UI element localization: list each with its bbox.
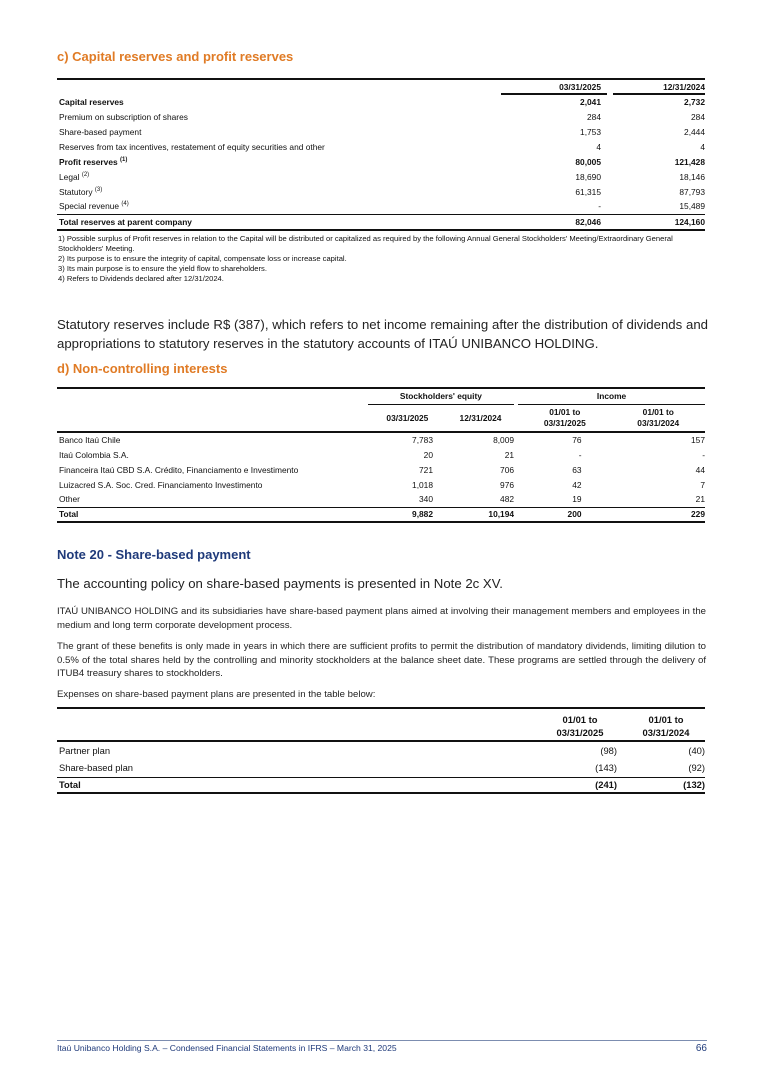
capital-reserves-table [57,78,705,231]
row-label: Luizacred S.A. Soc. Cred. Financiamento Investimento [59,479,263,490]
row-value: 482 [500,494,515,505]
row-label: Capital reserves [59,96,124,107]
statutory-reserves-paragraph: Statutory reserves include R$ (387), which refers to net income remaining after the distribution of dividends and appropriations to statutory reserves in the statutory accounts of ITAÚ UNIBANCO HOLDING. [57,317,708,351]
table-row [57,139,705,154]
column-header: 01/01 to 03/31/2024 [612,404,705,432]
footnote-ref: (3) [94,186,103,193]
row-value: 2,444 [684,126,705,137]
row-value: 87,793 [679,186,705,197]
share-based-payment-table [57,707,705,794]
row-value: 76 [572,435,582,445]
row-label: Reserves from tax incentives, restatement of equity securities and other [59,141,325,152]
table-row [57,184,705,199]
column-header: 03/31/2025 [368,404,447,432]
footnote-ref: (2) [81,171,90,178]
row-value: 1,018 [412,479,433,490]
footer-text: Itaú Unibanco Holding S.A. – Condensed Financial Statements in IFRS – March 31, 2025 [57,1043,397,1053]
row-value: 2,732 [684,97,705,107]
row-value: - [598,201,601,212]
column-header: 12/31/2024 [613,79,705,94]
table-row [57,199,705,214]
row-value: 976 [500,479,515,490]
column-header: 01/01 to 03/31/2025 [533,708,627,741]
row-label: Premium on subscription of shares [59,111,188,122]
row-value: 18,690 [575,171,601,182]
footnote-3: 3) Its main purpose is to ensure the yield flow to shareholders. [58,264,267,273]
note-20-paragraph-1: ITAÚ UNIBANCO HOLDING and its subsidiaries have share-based payment plans aimed at involving their management members and employees in the medium and long term corporate development process. [57,606,706,631]
group-header-income: Income [518,388,705,404]
row-value: 20 [423,449,433,460]
row-value: 284 [587,111,601,122]
table-row [57,94,705,109]
row-value: - [578,449,582,460]
table-row [57,432,705,447]
row-value: 4 [596,141,601,152]
note-20-heading: Note 20 - Share-based payment [57,547,251,562]
row-value: 8,009 [493,435,515,445]
row-label: Share-based plan [59,762,134,774]
row-label: Other [59,494,80,505]
row-value: 42 [572,479,582,490]
section-c-heading: c) Capital reserves and profit reserves [57,49,294,64]
row-value: 21 [504,449,515,460]
table-row [57,447,705,462]
row-label: Legal $^{(2)}$ [59,171,90,182]
note-20-intro: The accounting policy on share-based payments is presented in Note 2c XV. [57,576,503,591]
row-label: Special revenue $^{(4)}$ [59,201,129,212]
table-row-total: Total (241) (132) [57,777,705,793]
table-row [57,741,705,759]
table-row [57,154,705,169]
footer-divider [57,1040,707,1041]
table-row-total: Total reserves at parent company 82,046 124,160 [57,214,705,230]
table-row [57,124,705,139]
row-label: Statutory $^{(3)}$ [59,186,103,197]
column-header: 01/01 to 03/31/2024 [627,708,705,741]
table-row [57,759,705,777]
row-value: 284 [691,111,705,122]
footnote-4: 4) Refers to Dividends declared after 12/31/2024. [58,274,224,283]
row-value: 706 [500,464,515,475]
row-value: 15,489 [679,201,705,212]
footnote-ref: (4) [121,201,129,208]
row-value: 4 [700,141,705,152]
column-header: 12/31/2024 [447,404,514,432]
row-value: 61,315 [575,186,601,197]
row-value: 340 [419,494,433,505]
row-value: 2,041 [580,97,601,107]
footnote-1: 1) Possible surplus of Profit reserves in relation to the Capital will be distributed or capitalized as required by the following Annual General Stockholders' Meeting/Extraordinary General Stockholders' Meeting. [58,234,673,253]
row-label: Itaú Colombia S.A. [59,449,129,460]
row-value: 157 [691,435,705,445]
row-label: Share-based payment [59,126,142,137]
footnotes [58,234,706,284]
table-row [57,169,705,184]
column-header: 03/31/2025 [501,79,607,94]
table-row-total: Total 9,882 10,194 200 229 [57,507,705,522]
table-row [57,109,705,124]
non-controlling-interests-table [57,387,705,523]
group-header-equity: Stockholders' equity [368,388,514,404]
row-value: 7,783 [412,435,433,445]
column-header: 01/01 to 03/31/2025 [518,404,611,432]
row-value: 21 [695,494,705,505]
row-value: 80,005 [575,156,601,167]
row-value: 18,146 [679,171,705,182]
table-row [57,492,705,507]
row-value: (98) [600,745,617,756]
row-label: Profit reserves $^{(1)}$ [59,156,128,167]
row-value: (143) [595,762,617,774]
note-20-paragraph-3: Expenses on share-based payment plans are presented in the table below: [57,689,376,700]
note-20-paragraph-2: The grant of these benefits is only made in years in which there are sufficient profits to permit the distribution of mandatory dividends, limiting dilution to 0.5% of the total shares held by the controlling and minority stockholders at the balance sheet date. These programs are settled through the delivery of ITUB4 treasury shares to stockholders. [57,641,706,679]
row-label: Partner plan [59,745,111,756]
table-row [57,462,705,477]
row-value: 1,753 [580,126,601,137]
section-d-heading: d) Non-controlling interests [57,361,228,376]
footnote-2: 2) Its purpose is to ensure the integrity of capital, compensate loss or increase capital. [58,254,347,263]
page-number: 66 [695,1043,707,1054]
row-value: 721 [419,464,433,475]
footnote-ref: (1) [120,156,128,163]
row-value: (92) [688,762,705,774]
table-row [57,477,705,492]
row-value: 19 [572,494,582,505]
row-value: (40) [688,745,705,756]
row-label: Banco Itaú Chile [59,435,121,445]
row-value: - [702,449,705,460]
row-value: 121,428 [674,156,705,167]
row-value: 7 [700,479,705,490]
row-value: 63 [572,464,582,475]
row-value: 44 [695,464,705,475]
row-label: Financeira Itaú CBD S.A. Crédito, Financiamento e Investimento [59,464,299,475]
